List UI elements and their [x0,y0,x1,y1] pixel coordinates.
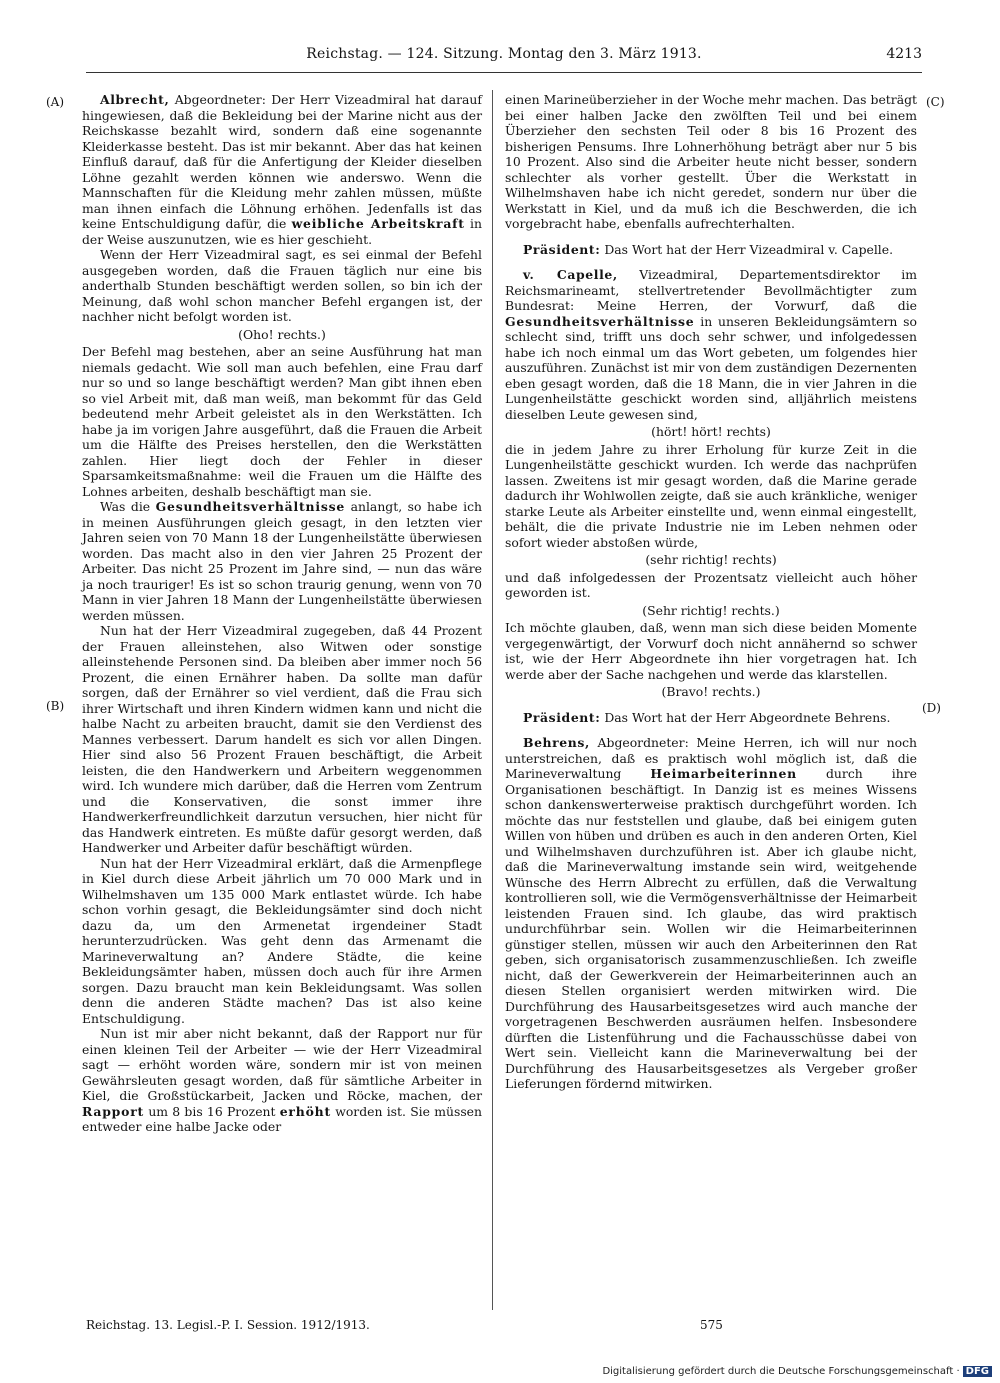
paragraph-text: Das Wort hat der Herr Abgeordnete Behrens. [600,709,891,725]
speaker-name: Behrens, [523,735,590,750]
speaker-name: v. Capelle, [523,267,618,282]
column-divider [492,90,493,1310]
speaker-name: Präsident: [523,241,601,257]
speaker-name: Albrecht, [100,92,170,107]
interjection: (sehr richtig! rechts) [645,552,777,567]
paragraph [505,735,917,1092]
paragraph: einen Marineüberzieher in der Woche mehr machen. Das beträgt bei einer halben Jacke den zwölften Teil und bei einem Überzieher den sechsten Teil oder 8 bis 16 Prozent des bisherigen Pensums. Ihre Lohnerhöhung beträgt aber nur 5 bis 10 Prozent. Also sind die Arbeiter heute nicht besser, sondern schlechter als vorher gestellt. Über die Werkstatt in Wilhelmshaven habe ich nicht geredet, sondern nur über die Werkstatt in Kiel, und da muß ich die Beschwerden, die ich vorgebracht habe, ebenfalls aufrechterhalten. [505,92,917,231]
emphasis: Gesundheitsverhältnisse [155,499,346,514]
interjection: (hört! hört! rechts) [651,424,771,439]
emphasis: erhöht [279,1103,331,1119]
paragraph-text: Abgeordneter: Meine Herren, ich will nur noch unterstreichen, daß es praktisch wohl möglich ist, daß die Marineverwaltung [505,735,917,781]
emphasis: weibliche Arbeitskraft [291,216,465,231]
margin-marker-d: (D) [922,701,941,715]
paragraph: die in jedem Jahre zu ihrer Erholung für kurze Zeit in die Lungenheilstätte geschickt wurden. Ich werde das nachprüfen lassen. Zweitens ist mir gesagt worden, daß die Marine gerade dadurch ihr Wohlwollen zeigte, daß sie auch kränkliche, weniger starke Leute als Arbeiter einstellte und, wenn einmal eingestellt, behält, die die private Industrie nie im Leben nehmen oder sofort wieder abstoßen würde, [505,441,917,550]
paragraph-text: Abgeordneter: Der Herr Vizeadmiral hat darauf hingewiesen, daß die Bekleidung bei der Marine nicht aus der Reichskasse bezahlt wird, sondern daß eine sogenannte Kleiderkasse besteht. Das ist mir bekannt. Aber das hat keinen Einfluß darauf, daß für die Anfertigung der Kleider dieselben Löhne gezahlt werden können wie anderswo. Wenn die Mannschaften für die Kleidung mehr zahlen müssen, müßte man ihnen einfach die Löhnung erhöhen. Jedenfalls ist das keine Entschuldigung dafür, die [82,92,482,231]
running-title: Reichstag. — 124. Sitzung. Montag den 3. März 1913. [306,46,702,62]
interjection: (Sehr richtig! rechts.) [642,602,780,618]
paragraph-text: Was die [100,499,156,514]
paragraph [505,267,917,422]
page-number: 4213 [886,46,922,62]
paragraph: Nun hat der Herr Vizeadmiral zugegeben, daß 44 Prozent der Frauen alleinstehen, also Witwen oder sonstige alleinstehende Personen sind. Da bleiben aber immer noch 56 Prozent, die einen Ernährer haben. Da sollte man dafür sorgen, daß der Ernährer so viel verdient, daß die Frau sich ihrer Wirtschaft und ihren Kindern widmen kann und nicht die halbe Nacht zu arbeiten braucht, damit sie den Verdienst des Mannes verbessert. Darum handelt es sich vor allen Dingen. Hier sind also 56 Prozent Frauen beschäftigt, die Arbeit leisten, die den Handwerkern und Arbeitern weggenommen wird. Ich wundere mich darüber, daß die Herren vom Zentrum und die Konservativen, die sonst immer ihre Handwerkerfreundlichkeit darzutun versuchen, hier nicht für das Handwerk eintreten. Es müßte dafür gesorgt werden, daß Handwerker und Arbeiter dafür beschäftigt würden. [82,623,482,855]
paragraph [82,499,482,623]
interjection: (Bravo! rechts.) [661,684,761,699]
paragraph [505,242,917,258]
header-rule [86,72,922,73]
paragraph: Wenn der Herr Vizeadmiral sagt, es sei einmal der Befehl ausgegeben worden, daß die Frauen täglich nur eine bis anderthalb Stunden beschäftigt werden sollen, so bin ich der Meinung, daß wohl schon mancher Befehl ergangen ist, der nachher nicht befolgt worden ist. [82,247,482,324]
footer-session-info: Reichstag. 13. Legisl.-P. I. Session. 1912/1913. [86,1318,370,1332]
paragraph: Nun hat der Herr Vizeadmiral erklärt, daß die Armenpflege in Kiel durch diese Arbeit jährlich um 70 000 Mark und in Wilhelmshaven um 135 000 Mark entlastet würde. Ich habe schon vorhin gesagt, die Bekleidungsämter sind doch nicht dazu da, um den Armenetat irgendeiner Stadt herunterzudrücken. Was geht denn das Armenamt die Marineverwaltung an? Andere Städte, die keine Bekleidungsämter haben, müssen doch auch für ihre Armen sorgen. Dazu braucht man kein Bekleidungsamt. Was sollen denn die anderen Städte machen? Das ist also keine Entschuldigung. [82,855,482,1026]
paragraph-text: Das Wort hat der Herr Vizeadmiral v. Capelle. [600,241,894,257]
paragraph [82,1026,482,1135]
paragraph: Der Befehl mag bestehen, aber an seine Ausführung hat man niemals gedacht. Wie soll man auch befehlen, eine Frau darf nur so und so lange beschäftigt werden? Man gibt ihnen eben so viel Arbeit mit, daß man weiß, man bekommt für das Geld bedeutend mehr Arbeit geleistet als in den Werkstätten. Ich habe ja im vorigen Jahre ausgeführt, daß die Frauen die Arbeit um die Hälfte des Preises herstellen, den die Werkstätten zahlen. Hier liegt doch der Fehler in dieser Sparsamkeitsmaßnahme: weil die Frauen um die Hälfte des Lohnes arbeiten, deshalb beschäftigt man sie. [82,344,482,499]
footer-sheet-number: 575 [700,1318,723,1332]
paragraph: und daß infolgedessen der Prozentsatz vielleicht auch höher geworden ist. [505,569,917,600]
right-column [505,92,917,1092]
speaker-name: Präsident: [523,709,601,725]
paragraph-text: Vizeadmiral, Departementsdirektor im Reichsmarineamt, stellvertretender Bevollmächtigter zum Bundesrat: Meine Herren, der Vorwurf, daß die [505,267,917,313]
emphasis: Gesundheitsverhältnisse [505,313,695,329]
paragraph-text: durch ihre Organisationen beschäftigt. In Danzig ist es meines Wissens schon dankenswerterweise praktisch durchgeführt worden. Ich möchte das nur feststellen und glaube, daß bei einigem guten Willen von hüben und drüben es auch in den anderen Orten, Kiel und Wilhelmshaven durchzuführen ist. Aber ich glaube nicht, daß die Marineverwaltung imstande sein wird, weitgehende Wünsche des Herrn Albrecht zu erfüllen, daß die Verwaltung kontrollieren soll, wie die Vermögensverhältnisse der Heimarbeit leistenden Frauen sind. Ich glaube, das wird praktisch undurchführbar sein. Wollen wir die Heimarbeiterinnen günstiger stellen, müssen wir auch den Arbeiterinnen den Rat geben, sich organisatorisch zusammenzuschließen. Ich zweifle nicht, daß der Gewerkverein der Heimarbeiterinnen auch an diesen Stellen organisiert werden mitwirken wird. Die Durchführung des Hausarbeitsgesetzes wird auch manche der vorgetragenen Beschwerden ausräumen helfen. Insbesondere dürften die Listenführung und die Fachausschüsse dabei von Wert sein. Vielleicht kann die Marineverwaltung bei der Durchführung des Hausarbeitsgesetzes als Vergeber großer Lieferungen fördernd mitwirken. [505,766,917,1091]
interjection: (Oho! rechts.) [238,326,326,342]
running-header [86,46,922,70]
emphasis: Heimarbeiterinnen [650,766,797,781]
paragraph-text: in unseren Bekleidungsämtern so schlecht sind, trifft uns doch sehr schwer, und infolgedessen habe ich noch einmal um das Wort gebeten, um folgendes hier auszuführen. Zunächst ist mir von dem zuständigen Dezernenten eben gesagt worden, daß die 18 Mann, die in vier Jahren in die Lungenheilstätte geschickt worden sind, alljährlich meistens dieselben Leute gewesen sind, [505,313,917,422]
margin-marker-b: (B) [46,699,65,713]
margin-marker-c: (C) [926,95,945,109]
paragraph [505,710,917,726]
margin-marker-a: (A) [46,95,65,109]
emphasis: Rapport [82,1103,145,1119]
left-column [82,92,482,1135]
paragraph-text: worden ist. Sie müssen entweder eine halbe Jacke oder [82,1103,482,1134]
digitization-credit [600,1366,992,1377]
paragraph [82,92,482,247]
dfg-logo: DFG [963,1366,992,1377]
paragraph-text: in der Weise auszunutzen, wie es hier geschieht. [82,216,482,247]
paragraph-text: Nun ist mir aber nicht bekannt, daß der Rapport nur für einen kleinen Teil der Arbeiter — wie der Herr Vizeadmiral sagt — erhöht worden wäre, sondern mir ist von meinen Gewährsleuten gesagt worden, daß für sämtliche Arbeiter in Kiel, die Großstückarbeit, Jacken und Röcke, machen, der [82,1026,482,1103]
paragraph: Ich möchte glauben, daß, wenn man sich diese beiden Momente vergegenwärtigt, der Vorwurf doch nicht annähernd so schwer ist, wie der Herr Abgeordnete ihn hier vorgetragen hat. Ich werde aber der Sache nachgehen und werde das klarstellen. [505,620,917,682]
digitization-text: Digitalisierung gefördert durch die Deutsche Forschungsgemeinschaft · [602,1366,960,1377]
paragraph-text: um 8 bis 16 Prozent [144,1103,280,1119]
paragraph-text: anlangt, so habe ich in meinen Ausführungen gleich gesagt, in den letzten vier Jahren seien von 70 Mann 18 der Lungenheilstätte überwiesen worden. Das macht also in den vier Jahren 25 Prozent der Arbeiter. Das nicht 25 Prozent im Jahre sind, — nun das wäre ja noch trauriger! Es ist so schon traurig genung, wenn von 70 Mann in vier Jahren 18 Mann der Lungenheilstätte überwiesen werden müssen. [82,499,482,623]
